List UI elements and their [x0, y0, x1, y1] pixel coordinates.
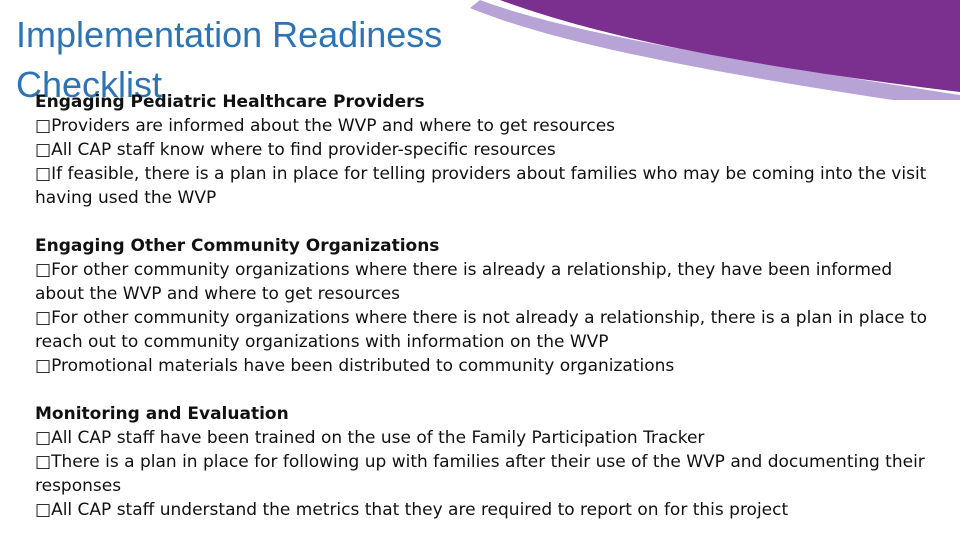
checklist-item: □ All CAP staff have been trained on the use of the Family Participation Tracker: [35, 426, 940, 450]
checklist-item: □ For other community organizations where there is not already a relationship, there is a plan in place to reach out to community organizations with information on the WVP: [35, 306, 940, 354]
checklist-item: □ Promotional materials have been distributed to community organizations: [35, 354, 940, 378]
checklist-item: □ Providers are informed about the WVP and where to get resources: [35, 114, 940, 138]
checklist-content: [35, 90, 940, 546]
section-monitoring-evaluation: [35, 402, 940, 522]
checklist-item: □ All CAP staff know where to find provider-specific resources: [35, 138, 940, 162]
section-heading: Monitoring and Evaluation: [35, 404, 289, 424]
slide-title: Implementation Readiness Checklist: [16, 14, 443, 105]
section-community-organizations: [35, 234, 940, 378]
checklist-item: □ There is a plan in place for following up with families after their use of the WVP and documenting their responses: [35, 450, 940, 498]
checklist-item: □ For other community organizations where there is already a relationship, they have been informed about the WVP and where to get resources: [35, 258, 940, 306]
checklist-item: □ All CAP staff understand the metrics that they are required to report on for this project: [35, 498, 940, 522]
section-pediatric-providers: [35, 90, 940, 210]
section-heading: Engaging Pediatric Healthcare Providers: [35, 92, 425, 112]
section-heading: Engaging Other Community Organizations: [35, 236, 440, 256]
checklist-item: □ If feasible, there is a plan in place for telling providers about families who may be coming into the visit having used the WVP: [35, 162, 940, 210]
